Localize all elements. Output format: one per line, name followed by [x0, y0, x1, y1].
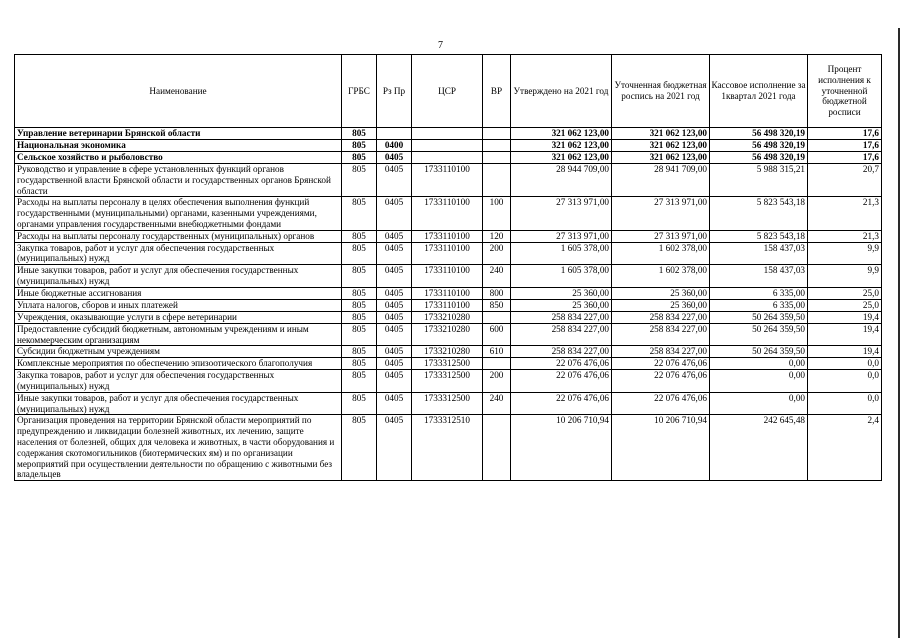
- cell-grbs: 805: [342, 230, 377, 242]
- cell-vr: 240: [483, 392, 511, 415]
- cell-percent: 0,0: [808, 358, 882, 370]
- cell-percent: 21,3: [808, 230, 882, 242]
- cell-approved: 1 605 378,00: [511, 242, 612, 265]
- table-row: [15, 128, 882, 140]
- cell-grbs: 805: [342, 197, 377, 230]
- cell-approved: 22 076 476,06: [511, 392, 612, 415]
- cell-csr: [412, 152, 483, 164]
- table-row: [15, 140, 882, 152]
- cell-approved: 321 062 123,00: [511, 128, 612, 140]
- cell-csr: 1733210280: [412, 323, 483, 346]
- cell-cash: 6 335,00: [710, 299, 808, 311]
- cell-percent: 2,4: [808, 415, 882, 481]
- cell-cash: 0,00: [710, 370, 808, 393]
- table-row: [15, 152, 882, 164]
- cell-cash: 6 335,00: [710, 287, 808, 299]
- cell-cash: 0,00: [710, 358, 808, 370]
- cell-grbs: 805: [342, 299, 377, 311]
- cell-csr: [412, 128, 483, 140]
- cell-name: Комплексные мероприятия по обеспечению эпизоотического благополучия: [15, 358, 342, 370]
- cell-approved: 258 834 227,00: [511, 346, 612, 358]
- cell-grbs: 805: [342, 152, 377, 164]
- cell-grbs: 805: [342, 392, 377, 415]
- cell-vr: 200: [483, 370, 511, 393]
- cell-refined: 258 834 227,00: [612, 323, 710, 346]
- cell-name: Учреждения, оказывающие услуги в сфере ветеринарии: [15, 311, 342, 323]
- cell-refined: 258 834 227,00: [612, 346, 710, 358]
- cell-rzpr: 0405: [377, 358, 412, 370]
- cell-refined: 321 062 123,00: [612, 128, 710, 140]
- cell-name: Закупка товаров, работ и услуг для обеспечения государственных (муниципальных) нужд: [15, 370, 342, 393]
- cell-vr: [483, 164, 511, 197]
- cell-cash: 242 645,48: [710, 415, 808, 481]
- cell-name: Уплата налогов, сборов и иных платежей: [15, 299, 342, 311]
- cell-rzpr: 0405: [377, 230, 412, 242]
- cell-approved: 321 062 123,00: [511, 152, 612, 164]
- cell-vr: [483, 311, 511, 323]
- cell-grbs: 805: [342, 358, 377, 370]
- cell-cash: 50 264 359,50: [710, 323, 808, 346]
- cell-vr: 100: [483, 197, 511, 230]
- cell-refined: 27 313 971,00: [612, 197, 710, 230]
- cell-percent: 0,0: [808, 370, 882, 393]
- table-row: [15, 299, 882, 311]
- cell-name: Сельское хозяйство и рыболовство: [15, 152, 342, 164]
- cell-approved: 27 313 971,00: [511, 197, 612, 230]
- cell-name: Иные закупки товаров, работ и услуг для обеспечения государственных (муниципальных) нужд: [15, 392, 342, 415]
- cell-refined: 28 941 709,00: [612, 164, 710, 197]
- cell-percent: 21,3: [808, 197, 882, 230]
- cell-grbs: 805: [342, 265, 377, 288]
- cell-refined: 321 062 123,00: [612, 152, 710, 164]
- cell-rzpr: 0405: [377, 265, 412, 288]
- table-header-row: [15, 55, 882, 128]
- table-row: [15, 242, 882, 265]
- cell-csr: 1733312500: [412, 370, 483, 393]
- cell-refined: 22 076 476,06: [612, 370, 710, 393]
- table-row: [15, 197, 882, 230]
- cell-refined: 258 834 227,00: [612, 311, 710, 323]
- col-header-grbs: ГРБС: [342, 55, 377, 128]
- cell-cash: 158 437,03: [710, 242, 808, 265]
- cell-rzpr: 0405: [377, 299, 412, 311]
- table-row: [15, 358, 882, 370]
- cell-approved: 22 076 476,06: [511, 370, 612, 393]
- col-header-refined: Уточненная бюджетная роспись на 2021 год: [612, 55, 710, 128]
- cell-cash: 5 988 315,21: [710, 164, 808, 197]
- cell-rzpr: 0405: [377, 287, 412, 299]
- cell-csr: 1733312500: [412, 358, 483, 370]
- cell-percent: 19,4: [808, 311, 882, 323]
- cell-csr: 1733110100: [412, 230, 483, 242]
- cell-percent: 19,4: [808, 346, 882, 358]
- cell-name: Организация проведения на территории Брянской области мероприятий по предупреждению и ликвидации болезней животных, их лечению, защите населения от болезней, общих для человека и животных, в части оборудования и содержания скотомогильников (биотермических ям) и по организации мероприятий при осуществлении деятельности по обращению с животными без владельцев: [15, 415, 342, 481]
- cell-percent: 17,6: [808, 152, 882, 164]
- cell-rzpr: 0405: [377, 197, 412, 230]
- cell-name: Субсидии бюджетным учреждениям: [15, 346, 342, 358]
- cell-name: Иные закупки товаров, работ и услуг для обеспечения государственных (муниципальных) нужд: [15, 265, 342, 288]
- cell-approved: 28 944 709,00: [511, 164, 612, 197]
- cell-vr: 240: [483, 265, 511, 288]
- cell-rzpr: [377, 128, 412, 140]
- cell-name: Закупка товаров, работ и услуг для обеспечения государственных (муниципальных) нужд: [15, 242, 342, 265]
- cell-rzpr: 0405: [377, 323, 412, 346]
- cell-csr: 1733110100: [412, 242, 483, 265]
- col-header-percent: Процент исполнения к уточненной бюджетной росписи: [808, 55, 882, 128]
- cell-cash: 50 264 359,50: [710, 311, 808, 323]
- cell-grbs: 805: [342, 370, 377, 393]
- table-body: [15, 128, 882, 481]
- cell-refined: 22 076 476,06: [612, 358, 710, 370]
- cell-percent: 17,6: [808, 140, 882, 152]
- cell-name: Предоставление субсидий бюджетным, автономным учреждениям и иным некоммерческим организациям: [15, 323, 342, 346]
- cell-vr: [483, 128, 511, 140]
- cell-refined: 27 313 971,00: [612, 230, 710, 242]
- scan-edge-shadow: [898, 28, 900, 638]
- cell-grbs: 805: [342, 346, 377, 358]
- cell-vr: 120: [483, 230, 511, 242]
- table-row: [15, 415, 882, 481]
- cell-cash: 56 498 320,19: [710, 152, 808, 164]
- budget-table: [14, 54, 882, 481]
- table-row: [15, 392, 882, 415]
- table-row: [15, 370, 882, 393]
- cell-cash: 0,00: [710, 392, 808, 415]
- cell-vr: [483, 152, 511, 164]
- cell-refined: 1 602 378,00: [612, 265, 710, 288]
- col-header-cash: Кассовое исполнение за 1квартал 2021 года: [710, 55, 808, 128]
- cell-csr: 1733110100: [412, 287, 483, 299]
- cell-grbs: 805: [342, 242, 377, 265]
- cell-rzpr: 0400: [377, 140, 412, 152]
- cell-grbs: 805: [342, 323, 377, 346]
- cell-approved: 27 313 971,00: [511, 230, 612, 242]
- table-row: [15, 323, 882, 346]
- cell-csr: 1733312500: [412, 392, 483, 415]
- cell-rzpr: 0405: [377, 311, 412, 323]
- cell-refined: 22 076 476,06: [612, 392, 710, 415]
- cell-rzpr: 0405: [377, 346, 412, 358]
- cell-percent: 25,0: [808, 287, 882, 299]
- cell-name: Национальная экономика: [15, 140, 342, 152]
- cell-name: Управление ветеринарии Брянской области: [15, 128, 342, 140]
- cell-vr: 610: [483, 346, 511, 358]
- cell-percent: 20,7: [808, 164, 882, 197]
- cell-csr: 1733110100: [412, 299, 483, 311]
- cell-cash: 56 498 320,19: [710, 140, 808, 152]
- cell-refined: 1 602 378,00: [612, 242, 710, 265]
- cell-approved: 258 834 227,00: [511, 323, 612, 346]
- cell-vr: 200: [483, 242, 511, 265]
- cell-vr: 600: [483, 323, 511, 346]
- cell-rzpr: 0405: [377, 242, 412, 265]
- cell-name: Расходы на выплаты персоналу государственных (муниципальных) органов: [15, 230, 342, 242]
- page-number: 7: [438, 40, 443, 51]
- cell-csr: 1733210280: [412, 346, 483, 358]
- table-row: [15, 265, 882, 288]
- cell-grbs: 805: [342, 311, 377, 323]
- cell-refined: 25 360,00: [612, 287, 710, 299]
- cell-name: Иные бюджетные ассигнования: [15, 287, 342, 299]
- col-header-approved: Утверждено на 2021 год: [511, 55, 612, 128]
- cell-approved: 321 062 123,00: [511, 140, 612, 152]
- cell-approved: 258 834 227,00: [511, 311, 612, 323]
- cell-refined: 10 206 710,94: [612, 415, 710, 481]
- cell-rzpr: 0405: [377, 164, 412, 197]
- cell-cash: 5 823 543,18: [710, 197, 808, 230]
- cell-grbs: 805: [342, 140, 377, 152]
- cell-percent: 0,0: [808, 392, 882, 415]
- cell-name: Расходы на выплаты персоналу в целях обеспечения выполнения функций государственными (муниципальными) органами, казенными учреждениями, органами управления государственными внебюджетными фондами: [15, 197, 342, 230]
- cell-grbs: 805: [342, 287, 377, 299]
- cell-vr: [483, 140, 511, 152]
- cell-grbs: 805: [342, 415, 377, 481]
- cell-name: Руководство и управление в сфере установленных функций органов государственной власти Брянской области и государственных органов Брянской области: [15, 164, 342, 197]
- col-header-rzpr: Рз Пр: [377, 55, 412, 128]
- col-header-vr: ВР: [483, 55, 511, 128]
- cell-refined: 321 062 123,00: [612, 140, 710, 152]
- cell-percent: 17,6: [808, 128, 882, 140]
- table-row: [15, 346, 882, 358]
- cell-csr: 1733312510: [412, 415, 483, 481]
- cell-approved: 25 360,00: [511, 287, 612, 299]
- cell-approved: 10 206 710,94: [511, 415, 612, 481]
- cell-csr: 1733110100: [412, 265, 483, 288]
- cell-percent: 25,0: [808, 299, 882, 311]
- cell-refined: 25 360,00: [612, 299, 710, 311]
- cell-percent: 9,9: [808, 265, 882, 288]
- cell-grbs: 805: [342, 128, 377, 140]
- cell-rzpr: 0405: [377, 370, 412, 393]
- cell-csr: 1733110100: [412, 197, 483, 230]
- cell-cash: 5 823 543,18: [710, 230, 808, 242]
- cell-csr: 1733210280: [412, 311, 483, 323]
- cell-grbs: 805: [342, 164, 377, 197]
- cell-approved: 25 360,00: [511, 299, 612, 311]
- cell-vr: 850: [483, 299, 511, 311]
- cell-cash: 158 437,03: [710, 265, 808, 288]
- cell-approved: 1 605 378,00: [511, 265, 612, 288]
- table-row: [15, 164, 882, 197]
- cell-csr: [412, 140, 483, 152]
- cell-approved: 22 076 476,06: [511, 358, 612, 370]
- cell-percent: 19,4: [808, 323, 882, 346]
- cell-rzpr: 0405: [377, 392, 412, 415]
- table-row: [15, 230, 882, 242]
- cell-cash: 50 264 359,50: [710, 346, 808, 358]
- cell-rzpr: 0405: [377, 415, 412, 481]
- cell-cash: 56 498 320,19: [710, 128, 808, 140]
- cell-vr: [483, 358, 511, 370]
- col-header-name: Наименование: [15, 55, 342, 128]
- cell-rzpr: 0405: [377, 152, 412, 164]
- table-row: [15, 287, 882, 299]
- table-row: [15, 311, 882, 323]
- cell-vr: [483, 415, 511, 481]
- cell-vr: 800: [483, 287, 511, 299]
- col-header-csr: ЦСР: [412, 55, 483, 128]
- cell-csr: 1733110100: [412, 164, 483, 197]
- cell-percent: 9,9: [808, 242, 882, 265]
